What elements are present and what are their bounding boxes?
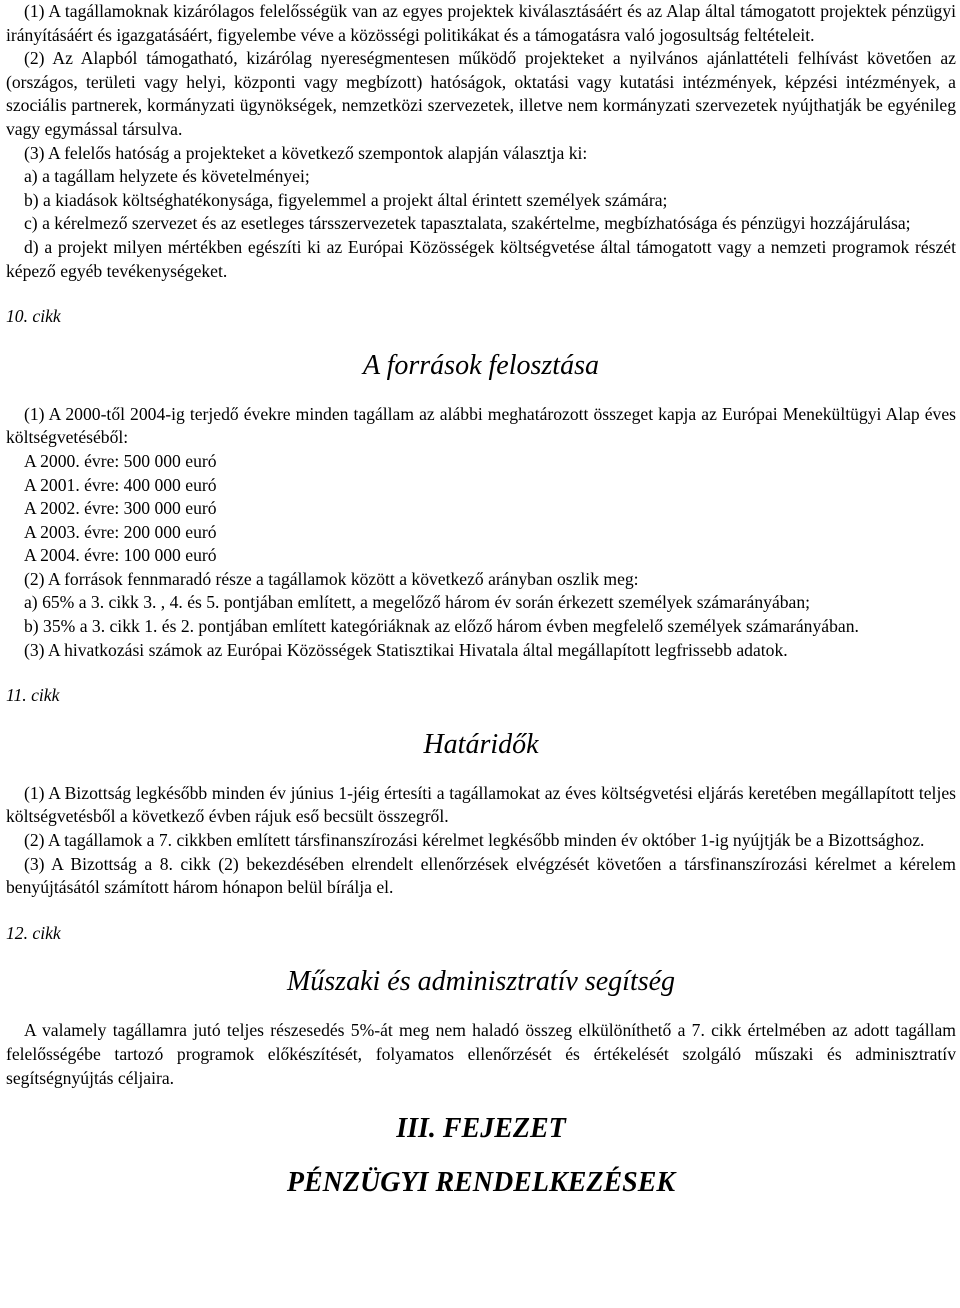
paragraph-11-3: (3) A Bizottság a 8. cikk (2) bekezdésében elrendelt ellenőrzések elvégzését követően a társfinanszírozási kérelmet a kérelem benyújtásától számított három hónapon belül bírálja el. (6, 853, 956, 898)
paragraph-12-1: A valamely tagállamra jutó teljes részesedés 5%-át meg nem haladó összeg elkülöníthető a 7. cikk értelmében az adott tagállam felelősségébe tartozó programok előkészítését, folyamatos ellenőrzését és értékelését szolgáló műszaki és adminisztratív segítségnyújtás céljaira. (6, 1020, 956, 1088)
article-number-11: 11. cikk (6, 685, 60, 706)
list-item: A 2003. évre: 200 000 euró (24, 521, 217, 542)
list-item: a) a tagállam helyzete és követelményei; (24, 166, 310, 187)
criteria-list (6, 165, 956, 212)
paragraph-10-3: (3) A hivatkozási számok az Európai Közösségek Statisztikai Hivatala által megállapított legfrissebb adatok. (24, 639, 788, 660)
list-item: b) a kiadások költséghatékonysága, figyelemmel a projekt által érintett személyek számára; (24, 189, 668, 210)
list-item: b) 35% a 3. cikk 1. és 2. pontjában említett kategóriáknak az előző három évben megfelelő személyek számarányában. (24, 616, 859, 637)
paragraph-11-1: (1) A Bizottság legkésőbb minden év június 1-jéig értesíti a tagállamokat az éves költségvetési eljárás keretében megállapított teljes költségvetésből a következő évben rájuk eső becsült összegről. (6, 782, 956, 827)
paragraph-11-2: (2) A tagállamok a 7. cikkben említett társfinanszírozási kérelmet legkésőbb minden év október 1-ig nyújtják be a Bizottsághoz. (24, 830, 925, 851)
article-title-11: Határidők (423, 728, 539, 760)
list-item: A 2000. évre: 500 000 euró (24, 450, 217, 471)
chapter-number: III. FEJEZET (396, 1113, 566, 1145)
chapter-title: PÉNZÜGYI RENDELKEZÉSEK (286, 1167, 676, 1199)
paragraph-9-3: (3) A felelős hatóság a projekteket a következő szempontok alapján választja ki: (24, 142, 588, 163)
list-item: c) a kérelmező szervezet és az esetleges társszervezetek tapasztalata, szakértelme, megbízhatósága és pénzügyi hozzájárulása; (24, 213, 911, 234)
paragraph-10-2: (2) A források fennmaradó része a tagállamok között a következő arányban oszlik meg: (24, 568, 639, 589)
paragraph-9-1: (1) A tagállamoknak kizárólagos felelősségük van az egyes projektek kiválasztásáért és az Alap által támogatott projektek pénzügyi irányításáért és igazgatásáért, figyelembe véve a közösségi politikákat és a támogatásra való jogosultság feltételeit. (6, 1, 956, 45)
list-item: d) a projekt milyen mértékben egészíti ki az Európai Közösségek költségvetése által támogatott vagy a nemzeti programok részét képező egyéb tevékenységeket. (6, 236, 956, 281)
article-number-10: 10. cikk (6, 306, 61, 327)
list-item: A 2001. évre: 400 000 euró (24, 474, 217, 495)
article-title-10: A források felosztása (363, 349, 599, 381)
article-number-12: 12. cikk (6, 922, 61, 943)
list-item: a) 65% a 3. cikk 3. , 4. és 5. pontjában említett, a megelőző három év során érkezett személyek számarányában; (24, 592, 811, 613)
yearly-amounts-list (6, 450, 956, 615)
list-item: A 2004. évre: 100 000 euró (24, 545, 217, 566)
article-title-12: Műszaki és adminisztratív segítség (286, 966, 676, 998)
document-page (6, 0, 956, 1200)
paragraph-10-1: (1) A 2000-től 2004-ig terjedő évekre minden tagállam az alábbi meghatározott összeget kapja az Európai Menekültügyi Alap éves költségvetéséből: (6, 403, 956, 448)
paragraph-9-2: (2) Az Alapból támogatható, kizárólag nyereségmentesen működő projekteket a nyilvános ajánlattételi felhívást követően az (országos, területi vagy helyi, központi vagy megbízott) hatóságok, oktatási vagy kutatási intézmények, képzési intézmények, a szociális partnerek, kormányzati ügynökségek, nemzetközi szervezetek, illetve nem kormányzati szervezetek nyújthatják be egyénileg vagy egymással társulva. (6, 48, 956, 139)
list-item: A 2002. évre: 300 000 euró (24, 498, 217, 519)
